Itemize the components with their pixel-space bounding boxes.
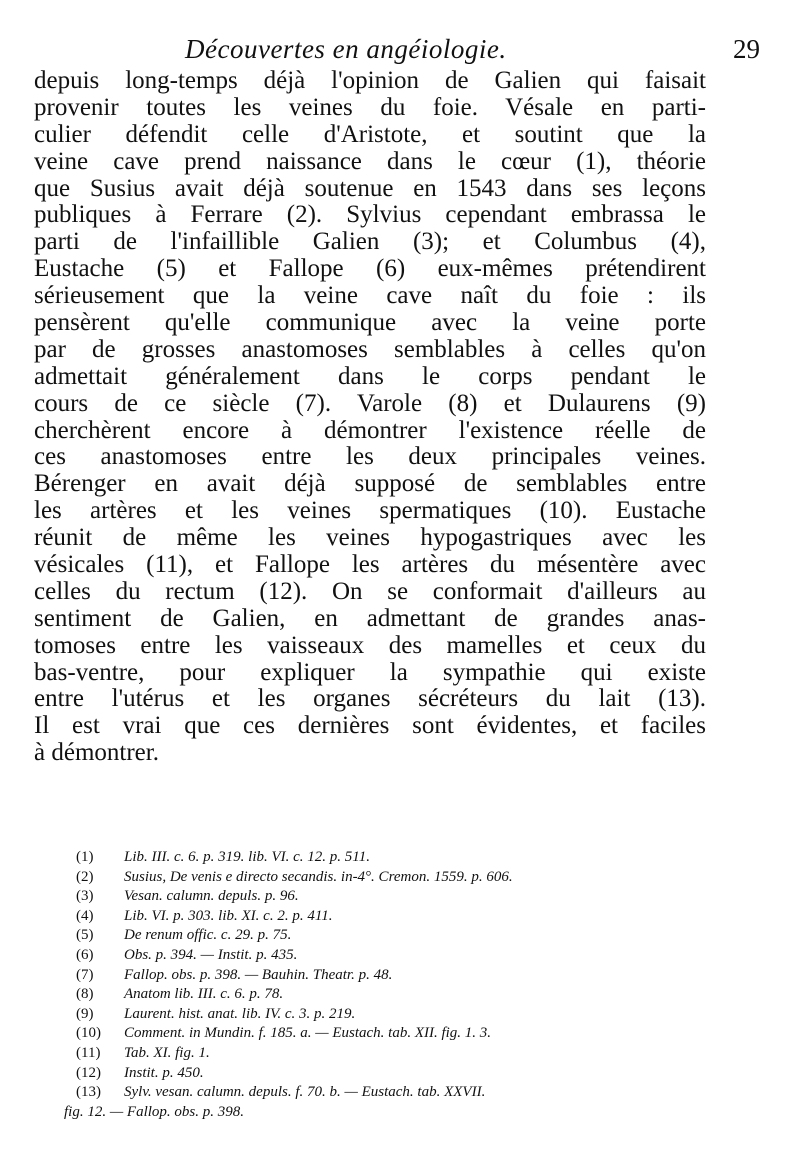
body-line: réunit de même les veines hypogastriques avec les [34, 524, 706, 552]
footnote [76, 1064, 716, 1084]
footnote-text: Vesan. calumn. depuls. p. 96. [124, 888, 299, 905]
body-line: cherchèrent encore à démontrer l'existence réelle de [34, 416, 706, 444]
running-title: Découvertes en angéiologie. [185, 34, 507, 64]
footnote-text: Instit. p. 450. [124, 1064, 204, 1081]
body-line: Eustache (5) et Fallope (6) eux-mêmes prétendirent [34, 255, 706, 283]
body-line: sentiment de Galien, en admettant de grandes anas- [34, 604, 706, 632]
body-text [34, 68, 706, 767]
footnote [76, 1005, 716, 1025]
body-line: publiques à Ferrare (2). Sylvius cependant embrassa le [34, 201, 706, 229]
page-number: 29 [733, 34, 760, 64]
footnote-text: Anatom lib. III. c. 6. p. 78. [124, 986, 284, 1003]
body-line: Il est vrai que ces dernières sont évidentes, et faciles [34, 712, 706, 740]
footnote-number: (4) [76, 907, 94, 924]
footnote [76, 848, 716, 868]
footnote [76, 946, 716, 966]
body-line: depuis long-temps déjà l'opinion de Galien qui faisait [34, 67, 706, 94]
footnote-number: (10) [76, 1025, 101, 1042]
body-line: tomoses entre les vaisseaux des mamelles et ceux du [34, 631, 706, 659]
footnote-number: (5) [76, 927, 94, 944]
footnote [76, 926, 716, 946]
body-line: ces anastomoses entre les deux principales veines. [34, 443, 706, 471]
running-head [40, 34, 780, 70]
footnote-number: (7) [76, 966, 94, 983]
footnote-continuation [64, 1103, 716, 1123]
footnote [76, 985, 716, 1005]
footnote-text: Lib. VI. p. 303. lib. XI. c. 2. p. 411. [124, 907, 333, 924]
footnote [76, 868, 716, 888]
body-line: culier défendit celle d'Aristote, et soutint que la [34, 120, 706, 148]
body-line: vésicales (11), et Fallope les artères du mésentère avec [34, 551, 706, 579]
footnote-text: Laurent. hist. anat. lib. IV. c. 3. p. 219. [124, 1005, 356, 1022]
footnote-text: Susius, De venis e directo secandis. in-4°. Cremon. 1559. p. 606. [124, 868, 513, 885]
body-line: entre l'utérus et les organes sécréteurs du lait (13). [34, 685, 706, 713]
footnote [76, 887, 716, 907]
footnote [76, 1083, 716, 1103]
body-line: veine cave prend naissance dans le cœur (1), théorie [34, 147, 706, 175]
footnote-text: Comment. in Mundin. f. 185. a. — Eustach. tab. XII. fig. 1. 3. [124, 1025, 492, 1042]
body-line: provenir toutes les veines du foie. Vésale en parti- [34, 93, 706, 121]
body-line: pensèrent qu'elle communique avec la veine porte [34, 309, 706, 337]
body-line: à démontrer. [34, 739, 159, 767]
footnote-number: (9) [76, 1005, 94, 1022]
footnote-text: Tab. XI. fig. 1. [124, 1044, 210, 1061]
footnote-text: Lib. III. c. 6. p. 319. lib. VI. c. 12. p. 511. [124, 849, 370, 865]
footnote-number: (12) [76, 1064, 101, 1081]
footnote [76, 966, 716, 986]
body-line: sérieusement que la veine cave naît du foie : ils [34, 282, 706, 310]
body-line: les artères et les veines spermatiques (10). Eustache [34, 497, 706, 525]
footnote-text: Sylv. vesan. calumn. depuls. f. 70. b. — Eustach. tab. XXVII. [124, 1084, 486, 1101]
footnote-text: Fallop. obs. p. 398. — Bauhin. Theatr. p. 48. [124, 966, 393, 983]
footnote [76, 1044, 716, 1064]
body-line: bas-ventre, pour expliquer la sympathie qui existe [34, 658, 706, 686]
body-line: par de grosses anastomoses semblables à celles qu'on [34, 335, 706, 363]
body-line: celles du rectum (12). On se conformait d'ailleurs au [34, 577, 706, 605]
footnote-number: (13) [76, 1084, 101, 1101]
footnote [76, 907, 716, 927]
body-line: Bérenger en avait déjà supposé de semblables entre [34, 470, 706, 498]
footnote-number: (11) [76, 1044, 101, 1061]
body-line: parti de l'infaillible Galien (3); et Columbus (4), [34, 228, 706, 256]
footnote [76, 1024, 716, 1044]
body-line: que Susius avait déjà soutenue en 1543 dans ses leçons [34, 174, 706, 202]
footnote-text: De renum offic. c. 29. p. 75. [124, 927, 292, 944]
footnote-number: (1) [76, 849, 94, 865]
body-line: admettait généralement dans le corps pendant le [34, 362, 706, 390]
body-line: cours de ce siècle (7). Varole (8) et Dulaurens (9) [34, 389, 706, 417]
footnote-text: Obs. p. 394. — Instit. p. 435. [124, 946, 298, 963]
footnote-number: (6) [76, 946, 94, 963]
footnote-continuation-text: fig. 12. — Fallop. obs. p. 398. [64, 1103, 245, 1120]
footnote-number: (2) [76, 868, 94, 885]
footnotes [64, 848, 716, 1122]
footnote-number: (3) [76, 888, 94, 905]
footnote-number: (8) [76, 986, 94, 1003]
